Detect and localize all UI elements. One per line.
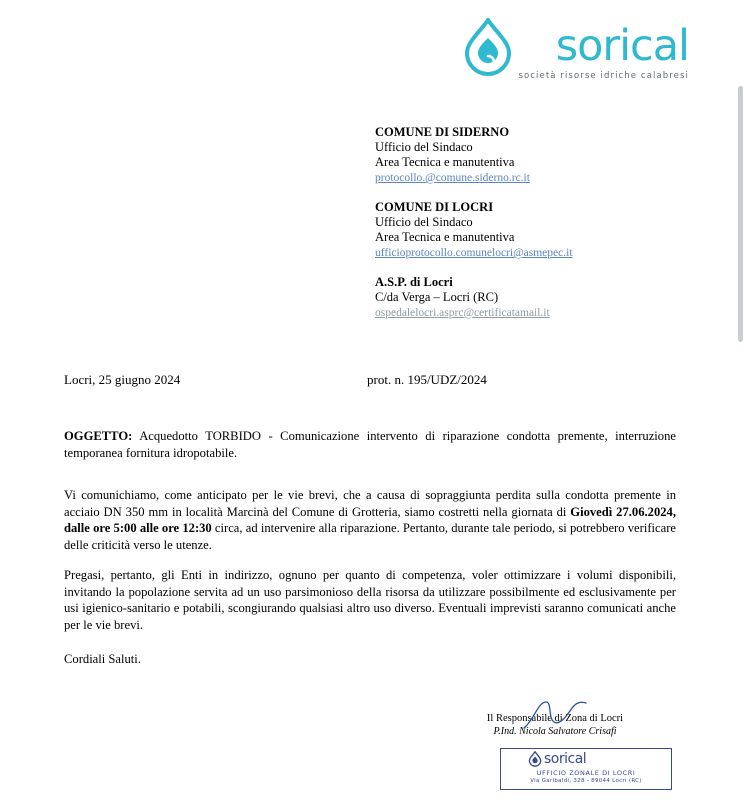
stamp-office-line: UFFICIO ZONALE DI LOCRI <box>536 769 636 777</box>
addressee-block <box>375 275 705 321</box>
paragraph-1-part-b: circa, ad intervenire alla riparazione. Pertanto, durante tale periodo, si potrebbero verificare delle criticità verso le utenze. <box>64 521 676 552</box>
stamp-wordmark: sorical <box>544 751 587 767</box>
signature-block <box>430 712 680 738</box>
addressee-block <box>375 200 705 261</box>
addressee-email-link[interactable]: protocollo.@comune.siderno.rc.it <box>375 172 530 184</box>
signature-role: Il Responsabile di Zona di Locri <box>486 713 624 724</box>
body-paragraph-2: Pregasi, pertanto, gli Enti in indirizzo, ognuno per quanto di competenza, voler ottimizzare i volumi disponibili, invitando la popolazione servita ad un uso parsimonioso della risorsa da utilizzare possibilmente ed esclusivamente per usi igienico-sanitario e potabili, scongiurando qualsiasi altro uso diverso. Eventuali imprevisti saranno comunicati anche per le vie brevi. <box>64 568 676 632</box>
body-paragraph-1 <box>64 487 676 553</box>
logo-wordmark: sorical <box>555 21 689 71</box>
addressee-name: COMUNE DI SIDERNO <box>375 125 510 139</box>
stamp-droplet-icon <box>527 751 542 767</box>
addressee-email-link[interactable]: ufficioprotocollo.comunelocri@asmepec.it <box>375 247 573 259</box>
sorical-droplet-icon <box>458 18 514 76</box>
document-body <box>64 428 676 668</box>
addressee-line-2: Area Tecnica e manutentiva <box>375 230 515 244</box>
subject-text: Acquedotto TORBIDO - Comunicazione intervento di riparazione condotta premente, interruzione temporanea fornitura idropotabile. <box>64 429 676 460</box>
office-stamp <box>500 748 672 790</box>
addressee-line-1: C/da Verga – Locri (RC) <box>375 290 499 304</box>
signature-name: P.Ind. Nicola Salvatore Crisafi <box>493 726 617 737</box>
subject-label: OGGETTO: <box>64 429 133 443</box>
paragraph-1-part-a: Vi comunichiamo, come anticipato per le vie brevi, che a causa di sopraggiunta perdita sulla condotta premente in acciaio DN 350 mm in località Marcinà del Comune di Grotteria, siamo costretti nella giornata di <box>64 488 676 519</box>
addressee-name: A.S.P. di Locri <box>375 275 453 289</box>
document-meta <box>64 372 676 388</box>
protocol-number: prot. n. 195/UDZ/2024 <box>367 372 487 387</box>
sorical-logo <box>458 18 689 81</box>
addressee-block <box>375 125 705 186</box>
subject-paragraph <box>64 428 676 461</box>
place-date: Locri, 25 giugno 2024 <box>64 372 181 387</box>
addressee-line-1: Ufficio del Sindaco <box>375 215 473 229</box>
addressee-name: COMUNE DI LOCRI <box>375 200 494 214</box>
body-paragraph-3: Cordiali Saluti. <box>64 652 141 666</box>
addressee-line-2: Area Tecnica e manutentiva <box>375 155 515 169</box>
scrollbar-track[interactable] <box>736 0 744 800</box>
logo-tagline: società risorse idriche calabresi <box>518 71 689 81</box>
addressee-line-1: Ufficio del Sindaco <box>375 140 473 154</box>
addressee-list <box>375 125 705 321</box>
stamp-address-line: Via Garibaldi, 328 - 89044 Locri (RC) <box>530 778 642 784</box>
stamp-logo <box>527 751 586 767</box>
addressee-email-link[interactable]: ospedalelocri.asprc@certificatamail.it <box>375 307 550 319</box>
paragraph-1-bold: Giovedì 27.06.2024, dalle ore 5:00 alle ore 12:30 <box>64 504 676 535</box>
scrollbar-thumb[interactable] <box>738 86 743 342</box>
